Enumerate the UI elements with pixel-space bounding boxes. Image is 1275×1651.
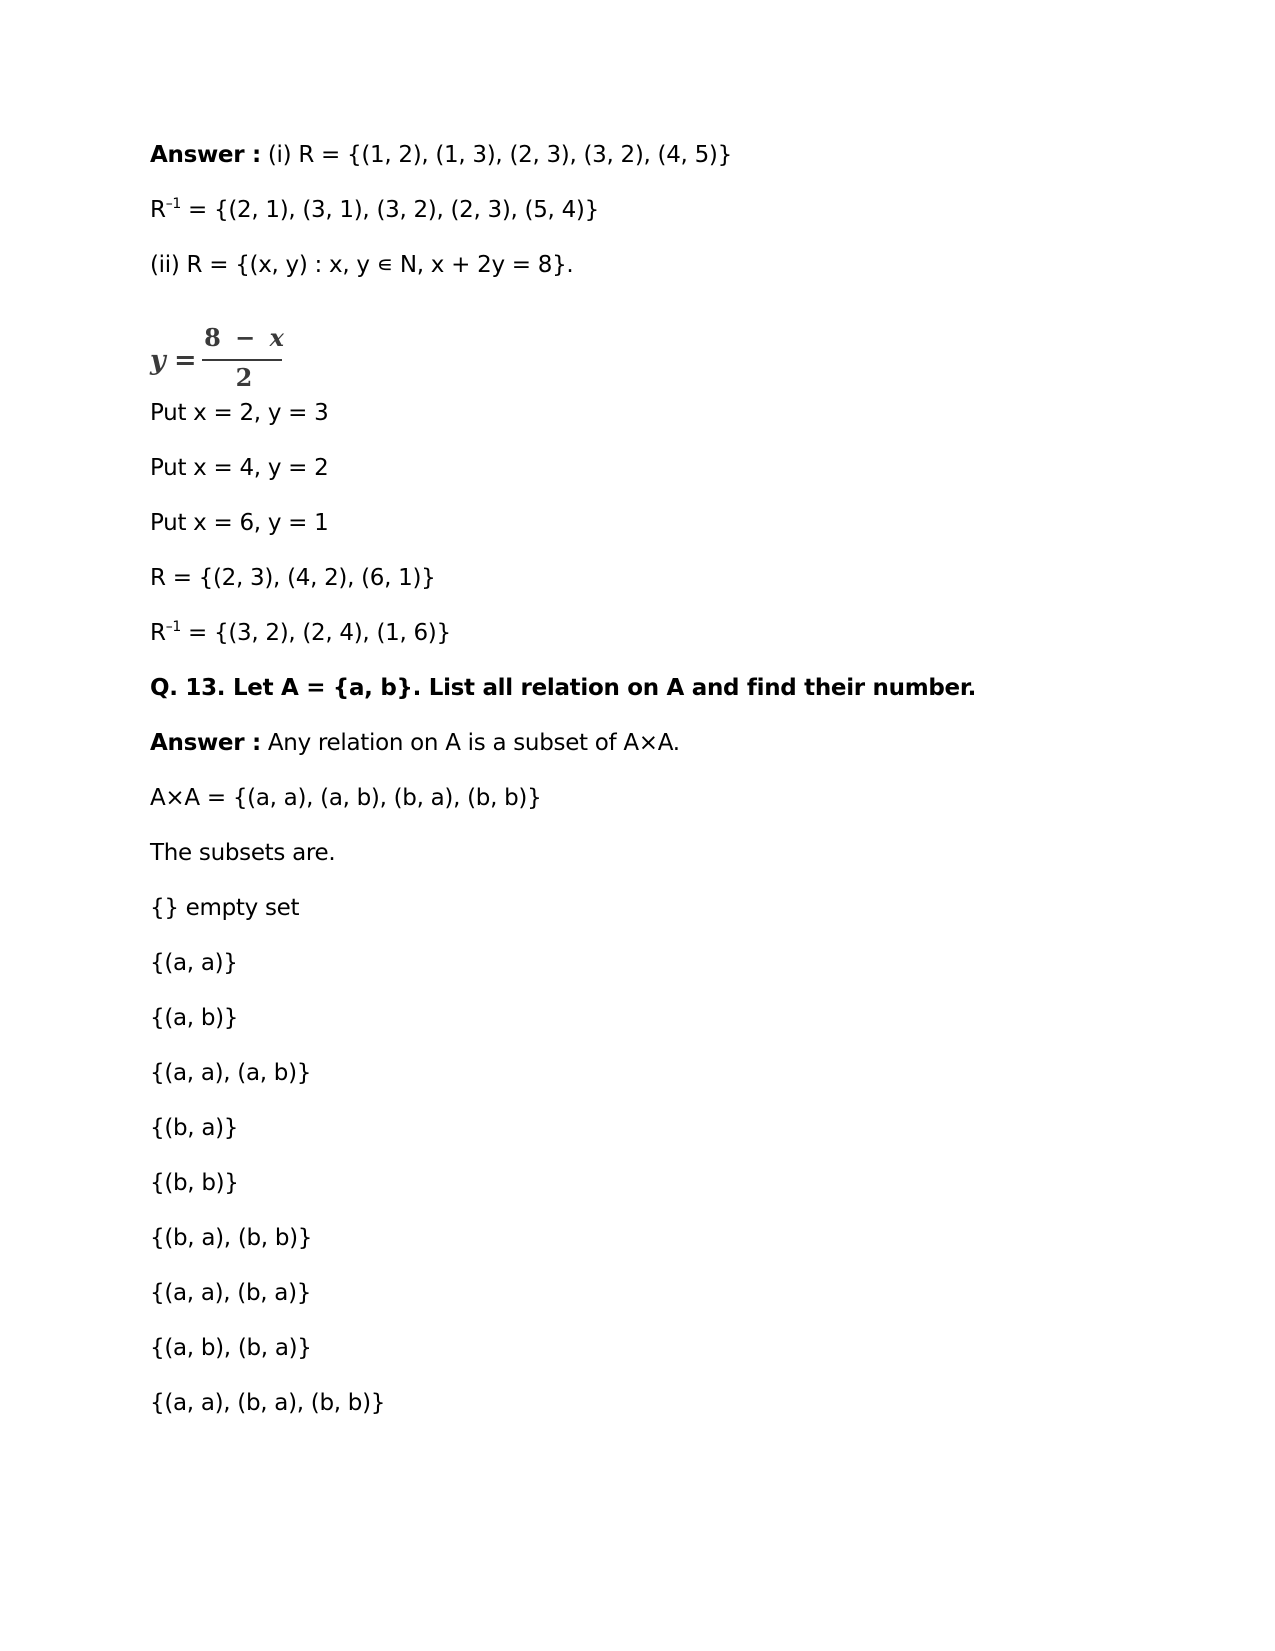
answer-label: Answer : (150, 142, 261, 168)
cartesian-product: A×A = {(a, a), (a, b), (b, a), (b, b)} (150, 785, 542, 811)
formula-lhs: y (150, 345, 166, 376)
part-ii-definition: (ii) R = {(x, y) : x, y ∊ N, x + 2y = 8}. (150, 252, 574, 278)
inverse-set: = {(3, 2), (2, 4), (1, 6)} (181, 620, 451, 646)
put-step-1: Put x = 2, y = 3 (150, 400, 329, 426)
subset-item: {(a, b)} (150, 1005, 239, 1031)
question-13: Q. 13. Let A = {a, b}. List all relation on A and find their number. (150, 675, 977, 701)
subset-item: {} empty set (150, 895, 300, 921)
answer-part-i (150, 140, 732, 170)
answer-label: Answer : (150, 730, 261, 756)
formula-denominator: 2 (235, 363, 253, 392)
inverse-relation-ii (150, 618, 451, 648)
inverse-base: R (150, 197, 166, 223)
inverse-base: R (150, 620, 166, 646)
subset-item: {(a, a), (b, a), (b, b)} (150, 1390, 386, 1416)
subsets-heading: The subsets are. (150, 840, 336, 866)
subset-item: {(b, a), (b, b)} (150, 1225, 313, 1251)
formula-numerator (204, 323, 284, 352)
numerator-operator: − (235, 323, 256, 352)
subset-item: {(a, a)} (150, 950, 238, 976)
inverse-relation-i (150, 195, 599, 225)
numerator-variable: x (269, 323, 284, 352)
subset-item: {(b, a)} (150, 1115, 239, 1141)
put-step-2: Put x = 4, y = 2 (150, 455, 329, 481)
subset-item: {(a, a), (b, a)} (150, 1280, 312, 1306)
document-page (150, 0, 1150, 1651)
subset-item: {(a, b), (b, a)} (150, 1335, 312, 1361)
answer-13-intro (150, 728, 680, 758)
fraction-bar (202, 359, 282, 361)
formula-equals: = (174, 345, 197, 376)
inverse-set: = {(2, 1), (3, 1), (3, 2), (2, 3), (5, 4)} (181, 197, 599, 223)
inverse-exponent: –1 (165, 619, 181, 635)
put-step-3: Put x = 6, y = 1 (150, 510, 329, 536)
subset-item: {(a, a), (a, b)} (150, 1060, 312, 1086)
numerator-constant: 8 (204, 323, 221, 352)
answer-13-intro-text: Any relation on A is a subset of A×A. (260, 730, 680, 756)
relation-result: R = {(2, 3), (4, 2), (6, 1)} (150, 565, 436, 591)
subset-item: {(b, b)} (150, 1170, 239, 1196)
inverse-exponent: –1 (165, 196, 181, 212)
part-i-relation: (i) R = {(1, 2), (1, 3), (2, 3), (3, 2), (4, 5)} (260, 142, 732, 168)
formula-image (150, 323, 290, 393)
